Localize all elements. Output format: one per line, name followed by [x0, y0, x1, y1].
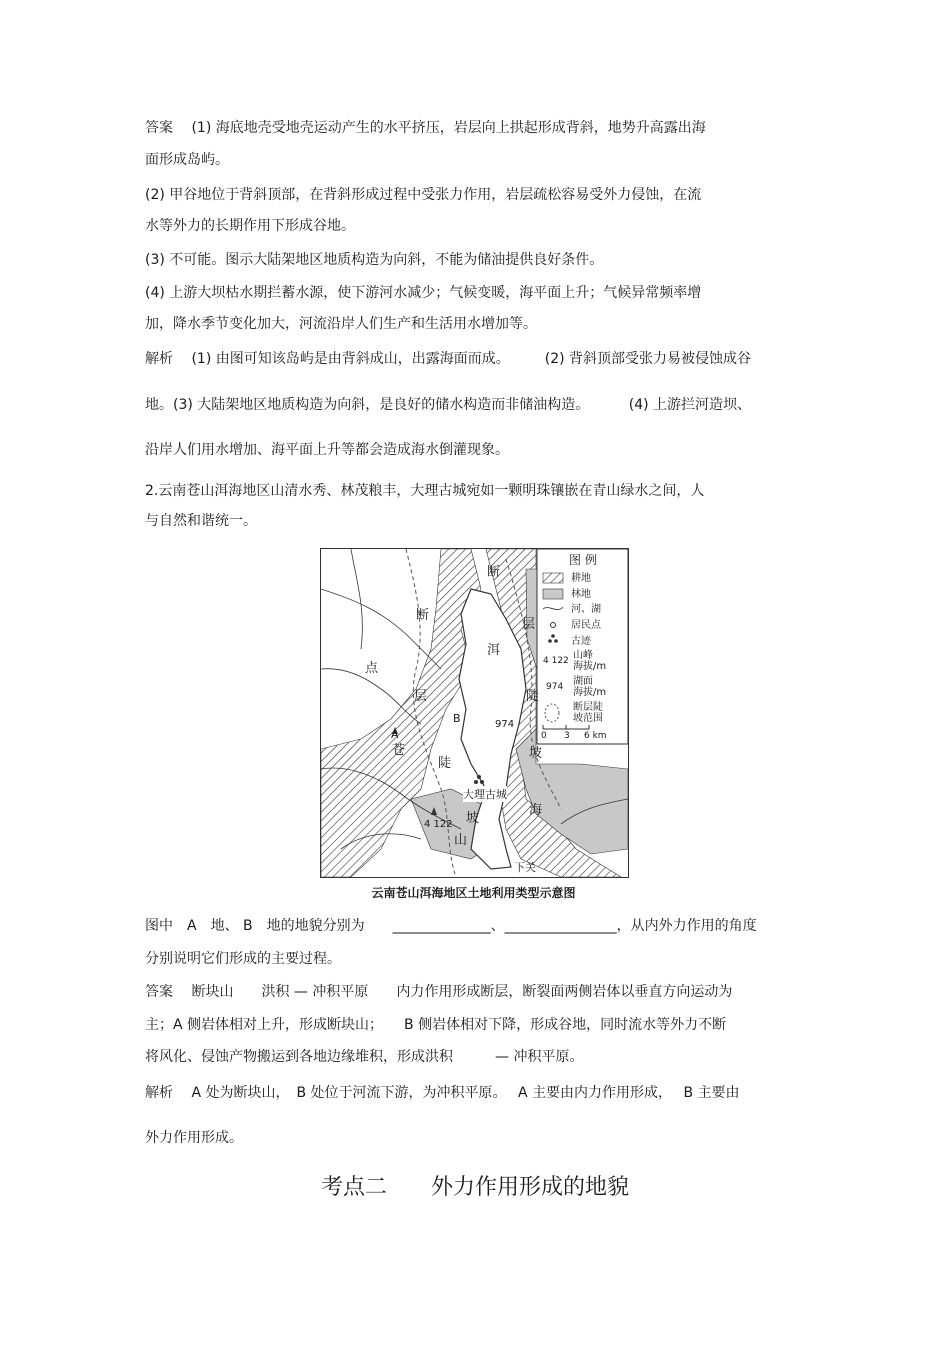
scale-label-3: 3 [564, 731, 570, 741]
q2-answer-line-2: 主；A 侧岩体相对上升，形成断块山； B 侧岩体相对下降，形成谷地，同时流水等外力不断 [145, 1017, 727, 1033]
legend-lake-label: 湖面 [573, 676, 593, 687]
q1-answer-line-5: (3) 不可能。图示大陆架地区地质构造为向斜，不能为储油提供良好条件。 [145, 252, 604, 268]
label-dali-old-town: 大理古城 [463, 788, 507, 801]
q1-answer-line-2: 面形成岛屿。 [145, 152, 229, 168]
label-duan-top: 断 [487, 565, 501, 580]
section-title: 考点二 外力作用形成的地貌 [320, 1175, 629, 1200]
legend-forest-label: 林地 [571, 589, 591, 600]
q1-answer-line-3: (2) 甲谷地位于背斜顶部，在背斜形成过程中受张力作用，岩层疏松容易受外力侵蚀，在流 [145, 187, 702, 203]
legend-river-label: 河、湖 [571, 604, 601, 615]
q2-question-line-2: 分别说明它们形成的主要过程。 [145, 951, 341, 967]
q1-analysis-line-3: 沿岸人们用水增加、海平面上升等都会造成海水倒灌现象。 [145, 442, 509, 458]
label-duan-left: 断 [416, 608, 430, 623]
legend-lake-unit: 海拔/m [573, 687, 607, 698]
legend-peak-unit: 海拔/m [573, 661, 607, 672]
legend-peak-value: 4 122 [543, 656, 569, 666]
label-lake-elevation: 974 [495, 719, 515, 730]
label-ceng-right: 层 [522, 617, 536, 632]
q2-stem-line-2: 与自然和谐统一。 [145, 513, 257, 529]
label-po-right: 坡 [529, 746, 543, 761]
q2-analysis-line-2: 外力作用形成。 [145, 1130, 243, 1146]
q1-answer-line-4: 水等外力的长期作用下形成谷地。 [145, 218, 355, 234]
legend-fault-label-2: 坡范围 [573, 713, 603, 724]
label-a: A [391, 728, 399, 741]
q1-analysis-line-1: 解析 (1) 由图可知该岛屿是由背斜成山，出露海面而成。 (2) 背斜顶部受张力易被侵蚀成谷 [145, 351, 752, 367]
label-cang: 苍 [392, 743, 406, 758]
legend-farmland-label: 耕地 [571, 573, 591, 584]
legend-swatch-forest [543, 589, 563, 599]
label-ceng-left: 层 [414, 689, 428, 704]
legend-lake-value: 974 [546, 682, 564, 692]
land-use-map [320, 548, 629, 878]
q1-analysis-line-2: 地。(3) 大陆架地区地质构造为向斜，是良好的储水构造而非储油构造。 (4) 上游拦河造坝、 [145, 397, 752, 413]
legend-peak-label: 山峰 [573, 650, 593, 661]
label-lu-left: 陡 [438, 756, 452, 771]
q2-stem-line-1: 2.云南苍山洱海地区山清水秀、林茂粮丰，大理古城宛如一颗明珠镶嵌在青山绿水之间，人 [145, 483, 705, 499]
q1-answer-line-7: 加，降水季节变化加大，河流沿岸人们生产和生活用水增加等。 [145, 316, 537, 332]
q2-answer-line-1: 答案 断块山 洪积 — 冲积平原 内力作用形成断层，断裂面两侧岩体以垂直方向运动为 [145, 984, 733, 1000]
legend-fault-label: 断层陡 [573, 702, 603, 713]
scale-label-0: 0 [541, 731, 547, 741]
label-dian: 点 [365, 661, 379, 676]
q2-question-line-1: 图中 A 地、 B 地的地貌分别为 ______________、________________，从内外力作用的角度 [145, 918, 757, 934]
q1-answer-line-1: 答案 (1) 海底地壳受地壳运动产生的水平挤压，岩层向上拱起形成背斜，地势升高露出海 [145, 120, 706, 136]
label-peak-elevation: 4 122 [424, 819, 453, 830]
legend-swatch-farmland [543, 573, 563, 583]
scale-label-6: 6 km [584, 731, 607, 741]
q2-analysis-line-1: 解析 A 处为断块山， B 处位于河流下游，为冲积平原。 A 主要由内力作用形成， B 主要由 [145, 1085, 740, 1101]
label-er: 洱 [487, 643, 501, 658]
legend-settlement-label: 居民点 [571, 620, 601, 631]
label-po-left: 坡 [466, 811, 480, 826]
legend-title: 图 例 [569, 553, 597, 567]
legend-relic-label: 古迹 [571, 636, 591, 647]
label-shan: 山 [454, 833, 468, 848]
river-2 [351, 549, 362, 649]
map-caption: 云南苍山洱海地区土地利用类型示意图 [371, 886, 576, 900]
label-b: B [453, 712, 461, 725]
label-xiaguan: 下关 [514, 861, 536, 874]
river-1 [321, 589, 441, 669]
label-lu-right: 陡 [526, 689, 540, 704]
q1-answer-line-6: (4) 上游大坝枯水期拦蓄水源，使下游河水减少；气候变暖，海平面上升；气候异常频率增 [145, 285, 702, 301]
q2-answer-line-3: 将风化、侵蚀产物搬运到各地边缘堆积，形成洪积 — 冲积平原。 [145, 1049, 584, 1065]
label-hai: 海 [529, 803, 543, 818]
